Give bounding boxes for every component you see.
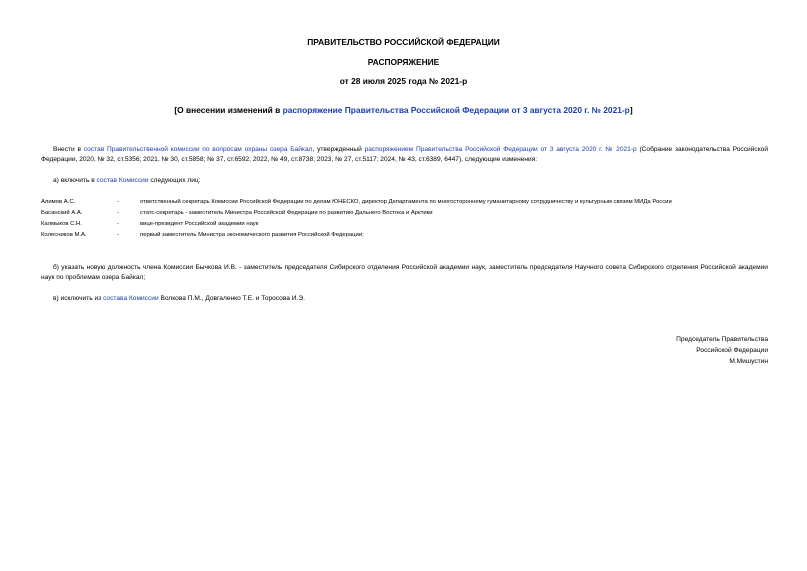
intro-paragraph <box>41 145 768 165</box>
member-row <box>41 199 781 209</box>
item-a-paragraph <box>53 176 768 186</box>
signature-country: Российской Федерации <box>696 347 768 354</box>
item-a-lead: а) включить в <box>53 177 97 184</box>
title-open: [О внесении изменений в <box>174 105 283 115</box>
intro-lead: Внести в <box>53 146 84 153</box>
document-type-heading: РАСПОРЯЖЕНИЕ <box>367 57 440 67</box>
document-title <box>0 105 807 115</box>
signature-position: Председатель Правительства <box>676 336 768 343</box>
item-c-link[interactable]: состава Комиссии <box>103 295 159 302</box>
member-dash: - <box>117 210 119 216</box>
intro-mid: , утвержденный <box>312 146 365 153</box>
member-dash: - <box>117 232 119 238</box>
member-dash: - <box>117 199 119 205</box>
government-heading: ПРАВИТЕЛЬСТВО РОССИЙСКОЙ ФЕДЕРАЦИИ <box>307 37 500 47</box>
member-description: ответственный секретарь Комиссии Российской Федерации по делам ЮНЕСКО, директор Департамента по многостороннему гуманитарному сотрудничеству и культурным связям МИДа России <box>140 199 672 205</box>
member-name: Колесников М.А. <box>41 232 87 238</box>
intro-tail: (Собрание законодательства Российской Федерации, 2020, № 32, ст.5356; 2021, № 30, ст.5858; № 37, ст.6592; 2022, № 49, ст.8738; 2023, № 27, ст.5117; 2024, № 43, ст.6389, 6447), следующие изменения: <box>41 146 769 163</box>
signature-name: М.Мишустин <box>729 358 768 365</box>
member-description: первый заместитель Министра экономического развития Российской Федерации; <box>140 232 364 238</box>
member-row <box>41 210 781 220</box>
intro-link-commission[interactable]: состав Правительственной комиссии по вопросам охраны озера Байкал <box>83 146 313 153</box>
member-description: статс-секретарь - заместитель Министра Российской Федерации по развитию Дальнего Востока и Арктики <box>140 210 433 216</box>
date-number-heading: от 28 июля 2025 года № 2021-р <box>339 76 468 86</box>
item-a-link[interactable]: состав Комиссии <box>96 177 149 184</box>
item-a-tail: следующих лиц: <box>148 177 201 184</box>
member-dash: - <box>117 221 119 227</box>
member-name: Алимов А.С. <box>41 199 76 205</box>
member-name: Басанский А.А. <box>41 210 83 216</box>
intro-link-order[interactable]: распоряжением Правительства Российской Федерации от 3 августа 2020 г. № 2021-р <box>364 146 637 153</box>
title-link[interactable]: распоряжение Правительства Российской Федерации от 3 августа 2020 г. № 2021-р <box>282 105 630 115</box>
item-c-paragraph <box>53 294 768 304</box>
member-row <box>41 221 781 231</box>
signature-block <box>676 334 768 367</box>
title-close: ] <box>629 105 633 115</box>
member-description: вице-президент Российской академии наук <box>140 221 259 227</box>
member-row <box>41 232 781 242</box>
item-c-lead: в) исключить из <box>53 295 104 302</box>
item-b-paragraph: б) указать новую должность члена Комиссии Бычкова И.В. - заместитель председателя Сибирского отделения Российской академии наук, заместитель председателя Научного совета Сибирского отделения Российской академии наук по проблемам озера Байкал; <box>41 264 768 281</box>
member-name: Калмыков С.Н. <box>41 221 82 227</box>
item-c-tail: Волкова П.М., Довгаленко Т.Е. и Торосова И.Э. <box>158 295 305 302</box>
